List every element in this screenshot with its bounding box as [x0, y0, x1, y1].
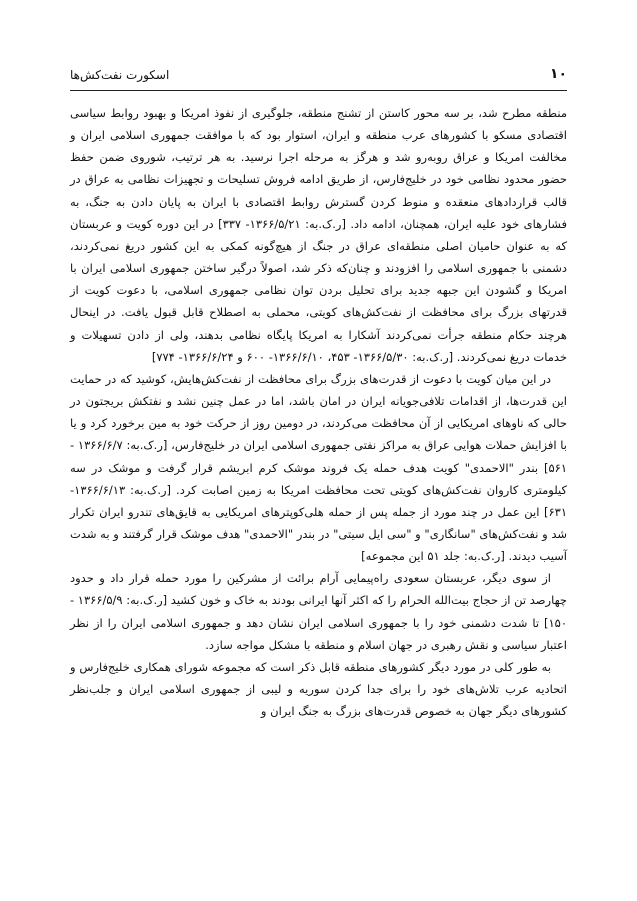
paragraph: از سوی دیگر، عربستان سعودی راه‌پیمایی آرام برائت از مشرکین را مورد حمله قرار داد و حدود چهارصد تن از حجاج بیت‌الله الحرام را که اکثر آنها ایرانی بودند به خاک و خون کشید [ر.ک.به: ۱۳۶۶/۵/۹ - ۱۵۰] تا شدت دشمنی خود را با جمهوری اسلامی ایران نشان دهد و جمهوری اسلامی ایران را از نظر اعتبار سیاسی و نقش رهبری در جهان اسلام و منطقه با مشکل مواجه سازد. — [69, 571, 567, 652]
header-divider — [70, 90, 567, 91]
running-title: اسکورت نفت‌کش‌ها — [70, 68, 170, 82]
paragraph: منطقه مطرح شد، بر سه محور کاستن از تشنج منطقه، جلوگیری از نفوذ امریکا و بهبود روابط سیاسی اقتصادی مسکو با کشورهای عرب منطقه و ایران، استوار بود که با موافقت جمهوری اسلامی ایران و مخالفت امریکا و عراق روبه‌رو شد و هرگز به مرحله اجرا نرسید. به هر ترتیب، شوروی ضمن حفظ حضور محدود نظامی خود در خلیج‌فارس، از طریق ادامه فروش تسلیحات و تجهیزات نظامی به عراق در قالب قراردادهای منعقده و منوط کردن گسترش روابط اقتصادی با ایران به پایان دادن به جنگ، به فشارهای خود علیه ایران، همچنان، ادامه داد. [ر.ک.به: ۱۳۶۶/۵/۲۱- ۳۳۷] در این دوره کویت و عربستان که به عنوان حامیان اصلی منطقه‌ای عراق در جنگ از هیچ‌گونه کمکی به این کشور دریغ نمی‌کردند، دشمنی با جمهوری اسلامی را افزودند و چنان‌که ذکر شد، اصولاً درگیر ساختن جمهوری اسلامی ایران با امریکا و گشودن این جبهه جدید برای تحلیل بردن توان نظامی جمهوری اسلامی، با دعوت کویت از قدرتهای بزرگ برای محافظت از نفت‌کش‌های کویتی، محملی به اصطلاح قابل قبول یافت. در اینحال هرچند حکام منطقه جرأت نمی‌کردند آشکارا به امریکا پایگاه نظامی بدهند، ولی از دادن تسهیلات و خدمات دریغ نمی‌کردند. [ر.ک.به: ۱۳۶۶/۵/۳۰- ۴۵۳، ۱۳۶۶/۶/۱۰- ۶۰۰ و ۱۳۶۶/۶/۲۴- ۷۷۴] — [70, 106, 567, 364]
page-header — [70, 66, 567, 88]
body-text — [70, 102, 567, 722]
paragraph: در این میان کویت با دعوت از قدرت‌های بزرگ برای محافظت از نفت‌کش‌هایش، کوشید که در حمایت این قدرت‌ها، از اقدامات تلافی‌جویانه ایران در امان باشد، اما در عمل چنین نشد و نفتکش بریجتون در حالی که ناوهای امریکایی از آن محافظت می‌کردند، در دومین روز از حرکت خود به مین برخورد کرد و یا با افزایش حملات هوایی عراق به مراکز نفتی جمهوری اسلامی ایران در خلیج‌فارس، [ر.ک.به: ۱۳۶۶/۶/۷ - ۵۶۱] بندر "الاحمدی" کویت هدف حمله یک فروند موشک کرم ابریشم قرار گرفت و موشک در سه کیلومتری کاروان نفت‌کش‌های کویتی تحت محافظت امریکا به زمین اصابت کرد. [ر.ک.به: ۱۳۶۶/۶/۱۳- ۶۳۱] این عمل در چند مورد از جمله پس از حمله هلی‌کوپترهای امریکایی به قایق‌های تندرو ایران تکرار شد و نفت‌کش‌های "سانگاری" و "سی ایل سیتی" در بندر "الاحمدی" هدف موشک قرار گرفتند و به شدت آسیب دیدند. [ر.ک.به: جلد ۵۱ این مجموعه] — [70, 371, 567, 564]
page-number: ۱۰ — [549, 66, 567, 82]
paragraph: به طور کلی در مورد دیگر کشورهای منطقه قابل ذکر است که مجموعه شورای همکاری خلیج‌فارس و اتحادیه عرب تلاش‌های خود را برای جدا کردن سوریه و لیبی از جمهوری اسلامی ایران و جلب‌نظر کشورهای دیگر جهان به خصوص قدرت‌های بزرگ به جنگ ایران و — [70, 659, 567, 719]
